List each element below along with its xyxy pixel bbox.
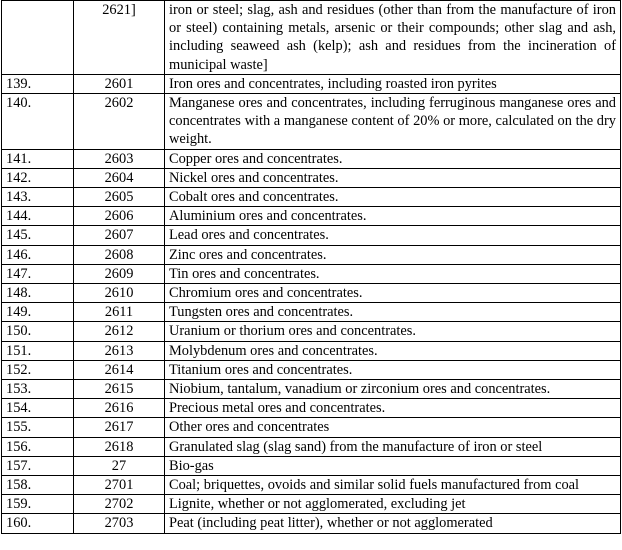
table-row <box>2 341 621 360</box>
hs-code: 2606 <box>74 207 165 226</box>
row-number: 156. <box>2 437 74 456</box>
hs-code: 2605 <box>74 188 165 207</box>
hs-code: 2603 <box>74 149 165 168</box>
table-row <box>2 245 621 264</box>
hs-code: 2607 <box>74 226 165 245</box>
item-description: Niobium, tantalum, vanadium or zirconium ores and concentrates. <box>165 380 621 399</box>
table-body <box>2 1 621 534</box>
item-description: Coal; briquettes, ovoids and similar solid fuels manufactured from coal <box>165 476 621 495</box>
tariff-table <box>1 0 621 534</box>
row-number: 151. <box>2 341 74 360</box>
row-number: 157. <box>2 456 74 475</box>
row-number: 158. <box>2 476 74 495</box>
hs-code: 2612 <box>74 322 165 341</box>
hs-code: 27 <box>74 456 165 475</box>
item-description: Manganese ores and concentrates, including ferruginous manganese ores and concentrates with a manganese content of 20% or more, calculated on the dry weight. <box>165 94 621 150</box>
hs-code: 2703 <box>74 514 165 533</box>
row-number: 155. <box>2 418 74 437</box>
hs-code: 2614 <box>74 360 165 379</box>
hs-code: 2618 <box>74 437 165 456</box>
item-description: Lead ores and concentrates. <box>165 226 621 245</box>
table-row <box>2 514 621 533</box>
row-number: 150. <box>2 322 74 341</box>
item-description: Cobalt ores and concentrates. <box>165 188 621 207</box>
table-row <box>2 437 621 456</box>
table-row <box>2 380 621 399</box>
row-number <box>2 1 74 75</box>
row-number: 160. <box>2 514 74 533</box>
item-description: Iron ores and concentrates, including roasted iron pyrites <box>165 74 621 93</box>
item-description: Titanium ores and concentrates. <box>165 360 621 379</box>
table-row <box>2 284 621 303</box>
item-description: Copper ores and concentrates. <box>165 149 621 168</box>
row-number: 149. <box>2 303 74 322</box>
row-number: 153. <box>2 380 74 399</box>
item-description: Chromium ores and concentrates. <box>165 284 621 303</box>
item-description: Nickel ores and concentrates. <box>165 168 621 187</box>
row-number: 139. <box>2 74 74 93</box>
hs-code: 2608 <box>74 245 165 264</box>
hs-code: 2601 <box>74 74 165 93</box>
hs-code: 2604 <box>74 168 165 187</box>
hs-code: 2617 <box>74 418 165 437</box>
row-number: 144. <box>2 207 74 226</box>
table-row <box>2 74 621 93</box>
row-number: 154. <box>2 399 74 418</box>
item-description: Zinc ores and concentrates. <box>165 245 621 264</box>
row-number: 148. <box>2 284 74 303</box>
table-row <box>2 418 621 437</box>
item-description: Tungsten ores and concentrates. <box>165 303 621 322</box>
table-row <box>2 168 621 187</box>
row-number: 140. <box>2 94 74 150</box>
row-number: 159. <box>2 495 74 514</box>
item-description: Lignite, whether or not agglomerated, excluding jet <box>165 495 621 514</box>
table-row <box>2 495 621 514</box>
hs-code: 2621] <box>74 1 165 75</box>
table-row <box>2 207 621 226</box>
table-row <box>2 264 621 283</box>
row-number: 141. <box>2 149 74 168</box>
row-number: 152. <box>2 360 74 379</box>
row-number: 142. <box>2 168 74 187</box>
table-row <box>2 322 621 341</box>
hs-code: 2609 <box>74 264 165 283</box>
item-description: Peat (including peat litter), whether or not agglomerated <box>165 514 621 533</box>
hs-code: 2616 <box>74 399 165 418</box>
item-description: Aluminium ores and concentrates. <box>165 207 621 226</box>
table-row <box>2 94 621 150</box>
item-description: Molybdenum ores and concentrates. <box>165 341 621 360</box>
table-row <box>2 188 621 207</box>
hs-code: 2602 <box>74 94 165 150</box>
table-row <box>2 476 621 495</box>
table-row <box>2 399 621 418</box>
table-row <box>2 360 621 379</box>
hs-code: 2610 <box>74 284 165 303</box>
hs-code: 2615 <box>74 380 165 399</box>
row-number: 145. <box>2 226 74 245</box>
table-row <box>2 1 621 75</box>
hs-code: 2702 <box>74 495 165 514</box>
item-description: Precious metal ores and concentrates. <box>165 399 621 418</box>
hs-code: 2701 <box>74 476 165 495</box>
item-description: Granulated slag (slag sand) from the manufacture of iron or steel <box>165 437 621 456</box>
row-number: 147. <box>2 264 74 283</box>
hs-code: 2613 <box>74 341 165 360</box>
table-row <box>2 149 621 168</box>
row-number: 146. <box>2 245 74 264</box>
item-description: iron or steel; slag, ash and residues (other than from the manufacture of iron or steel) containing metals, arsenic or their compounds; other slag and ash, including seaweed ash (kelp); ash and residues from the incineration of municipal waste] <box>165 1 621 75</box>
hs-code: 2611 <box>74 303 165 322</box>
table-row <box>2 456 621 475</box>
table-row <box>2 226 621 245</box>
item-description: Other ores and concentrates <box>165 418 621 437</box>
table-row <box>2 303 621 322</box>
item-description: Bio-gas <box>165 456 621 475</box>
item-description: Uranium or thorium ores and concentrates. <box>165 322 621 341</box>
item-description: Tin ores and concentrates. <box>165 264 621 283</box>
row-number: 143. <box>2 188 74 207</box>
